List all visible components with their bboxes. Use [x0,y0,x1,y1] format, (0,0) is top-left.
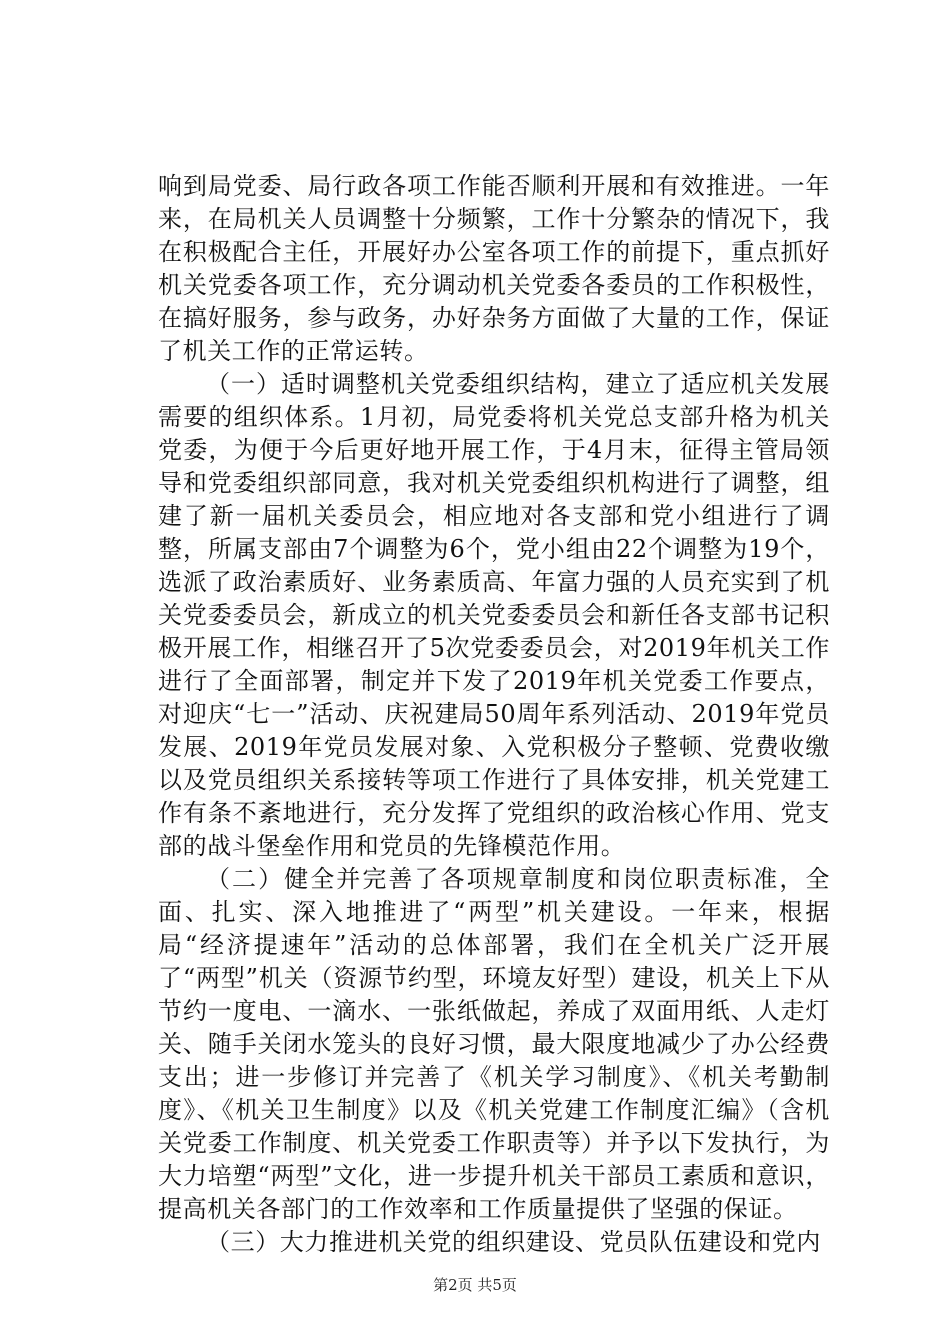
paragraph-section-2: （二）健全并完善了各项规章制度和岗位职责标准，全面、扎实、深入地推进了“两型”机关建设。一年来，根据局“经济提速年”活动的总体部署，我们在全机关广泛开展了“两型”机关（资源节约型，环境友好型）建设，机关上下从节约一度电、一滴水、一张纸做起，养成了双面用纸、人走灯关、随手关闭水笼头的良好习惯，最大限度地减少了办公经费支出；进一步修订并完善了《机关学习制度》、《机关考勤制度》、《机关卫生制度》以及《机关党建工作制度汇编》（含机关党委工作制度、机关党委工作职责等）并予以下发执行，为大力培塑“两型”文化，进一步提升机关干部员工素质和意识，提高机关各部门的工作效率和工作质量提供了坚强的保证。 [158,865,830,1223]
paragraph-continuation: 响到局党委、局行政各项工作能否顺利开展和有效推进。一年来，在局机关人员调整十分频繁，工作十分繁杂的情况下，我在积极配合主任，开展好办公室各项工作的前提下，重点抓好机关党委各项工作，充分调动机关党委各委员的工作积极性，在搞好服务，参与政务，办好杂务方面做了大量的工作，保证了机关工作的正常运转。 [158,172,830,365]
paragraph-section-3: （三）大力推进机关党的组织建设、党员队伍建设和党内 [206,1228,821,1256]
paragraph-section-1: （一）适时调整机关党委组织结构，建立了适应机关发展需要的组织体系。1月初，局党委将机关党总支部升格为机关党委，为便于今后更好地开展工作，于4月末，征得主管局领导和党委组织部同意，我对机关党委组织机构进行了调整，组建了新一届机关委员会，相应地对各支部和党小组进行了调整，所属支部由7个调整为6个，党小组由22个调整为19个，选派了政治素质好、业务素质高、年富力强的人员充实到了机关党委委员会，新成立的机关党委委员会和新任各支部书记积极开展工作，相继召开了5次党委委员会，对2019年机关工作进行了全面部署，制定并下发了2019年机关党委工作要点，对迎庆“七一”活动、庆祝建局50周年系列活动、2019年党员发展、2019年党员发展对象、入党积极分子整顿、党费收缴以及党员组织关系接转等项工作进行了具体安排，机关党建工作有条不紊地进行，充分发挥了党组织的政治核心作用、党支部的战斗堡垒作用和党员的先锋模范作用。 [158,370,830,860]
document-body [158,170,830,1259]
page-number-label: 第2页 共5页 [433,1276,517,1294]
page-footer [0,1275,950,1295]
